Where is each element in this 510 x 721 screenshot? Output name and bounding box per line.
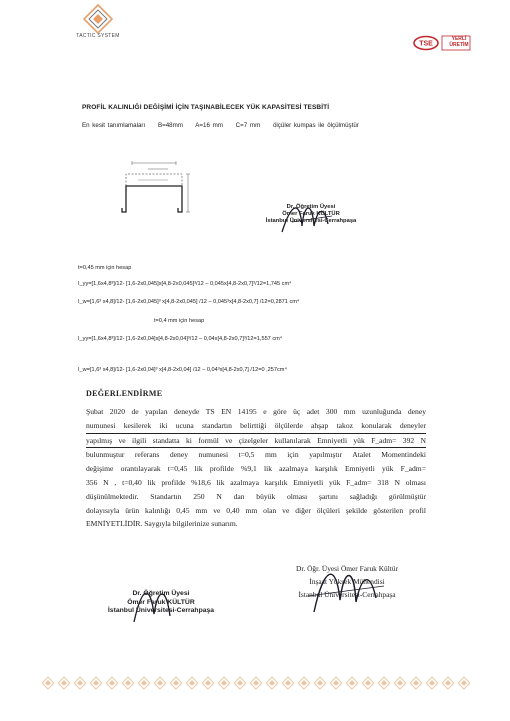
calc-iyy-045: I_yy=[1,6x4,8³]/12- [1,6-2x0,045]x[4,8-2x0,045]³/12 – 0,045x[4,8-2x0,7]³/12=1,745 cm⁴ bbox=[78, 281, 292, 287]
paragraph-line: değişime orantılayarak t=0,45 lik profilde %9,1 lik azalmaya karşılık Emniyetli yük F_adm= bbox=[86, 464, 426, 474]
footer-diamond-inner bbox=[61, 680, 67, 686]
footer-pattern bbox=[40, 676, 470, 690]
footer-diamond-inner bbox=[253, 680, 259, 686]
calc-iw-045: I_w=[1,6³ x4,8]/12- [1,6-2x0,045]³ x[4,8-2x0,045] /12 – 0,045³x[4,8-2x0,7] /12=0,2871 cm⁴ bbox=[78, 299, 300, 305]
logo-caption: TACTIC SYSTEM bbox=[76, 33, 120, 39]
footer-diamond-inner bbox=[285, 680, 291, 686]
signature-block-right bbox=[272, 562, 422, 602]
dims-note: ölçüler kumpas ile ölçülmüştür bbox=[272, 122, 359, 129]
paragraph-line: bulunmuştur referans deney numunesi t=0,5 mm için yapılmıştır Atalet Momentindeki bbox=[86, 450, 426, 460]
signature-name: Dr. Öğr. Üyesi Ömer Faruk Kültür bbox=[295, 564, 399, 573]
footer-diamond-inner bbox=[221, 680, 227, 686]
footer-diamond-inner bbox=[189, 680, 195, 686]
footer-diamond-inner bbox=[141, 680, 147, 686]
calc-t04-heading: t=0,4 mm için hesap bbox=[154, 318, 205, 324]
signature-institution: İstanbul Üniversitesi-Cerrahpaşa bbox=[298, 590, 396, 600]
footer-diamond-inner bbox=[429, 680, 435, 686]
footer-diamond-inner bbox=[413, 680, 419, 686]
dims-c: C=7 mm bbox=[235, 122, 261, 129]
dims-b: B=48mm bbox=[157, 122, 183, 129]
tactic-system-logo bbox=[58, 3, 138, 51]
footer-diamond-inner bbox=[301, 680, 307, 686]
footer-diamond-inner bbox=[77, 680, 83, 686]
paragraph-line: numunesi kesilerek iki ucuna standartın belirttiği ölçülerde ahşap takoz konularak deneyler bbox=[86, 419, 426, 434]
calc-iw-04: I_w=[1,6³ x4,8]/12- [1,6-2x0,04]³ x[4,8-2x0,04] /12 – 0,04³x[4,8-2x0,7] /12=0 ,257cm⁴ bbox=[78, 367, 287, 373]
footer-diamond-inner bbox=[237, 680, 243, 686]
footer-diamond-inner bbox=[445, 680, 451, 686]
document-title: PROFİL KALINLIĞI DEĞİŞİMİ İÇİN TAŞINABİLECEK YÜK KAPASİTESİ TESBİTİ bbox=[82, 104, 330, 111]
footer-diamond-inner bbox=[205, 680, 211, 686]
signature-title: İnşaat Yüksek Mühendisi bbox=[309, 577, 385, 587]
footer-diamond-inner bbox=[93, 680, 99, 686]
evaluation-paragraph bbox=[86, 405, 426, 531]
footer-diamond-inner bbox=[125, 680, 131, 686]
stamp-top-line2: Ömer Faruk KÜLTÜR bbox=[282, 211, 340, 217]
tse-mark: TSE bbox=[419, 40, 433, 48]
paragraph-line: Şubat 2020 de yapılan deneyde TS EN 14195 e göre üç adet 300 mm uzunluğunda deney bbox=[86, 407, 426, 416]
footer-diamond-inner bbox=[333, 680, 339, 686]
profile-cross-section-drawing bbox=[118, 160, 196, 218]
dims-intro: En kesit tanımlamaları bbox=[82, 122, 146, 129]
footer-diamond-inner bbox=[45, 680, 51, 686]
tse-label: YERLİ ÜRETİM bbox=[449, 36, 469, 48]
stamp-bottom bbox=[86, 590, 236, 616]
footer-diamond-inner bbox=[317, 680, 323, 686]
stamp-bottom-line3: İstanbul Üniversitesi-Cerrahpaşa bbox=[107, 607, 215, 615]
paragraph-line: 356 N , t=0,40 lik profilde %18,6 lik azalmaya karşılık Emniyetli yük F_adm= 318 N olması bbox=[86, 477, 426, 487]
dims-a: A=16 mm bbox=[195, 122, 223, 129]
footer-diamond-inner bbox=[157, 680, 163, 686]
footer-diamond-inner bbox=[349, 680, 355, 686]
footer-diamond-inner bbox=[397, 680, 403, 686]
paragraph-line: düşünülmektedir. Standartın 250 N dan büyük olması şartını sağladığı görülmüştür bbox=[86, 491, 426, 501]
paragraph-line: dolayısıyla ürün kalınlığı 0,45 mm ve 0,40 mm olan ve diğer ölçüleri şekilde gösterilen profil bbox=[86, 505, 426, 515]
calc-iyy-04: I_yy=[1,6x4,8³]/12- [1,6-2x0,04]x[4,8-2x0,04]³/12 – 0,04x[4,8-2x0,7]³/12=1,557 cm⁴ bbox=[78, 336, 283, 342]
stamp-bottom-line2: Ömer Faruk KÜLTÜR bbox=[127, 598, 195, 606]
footer-diamond-inner bbox=[173, 680, 179, 686]
stamp-top-line3: İstanbul Üniversitesi-Cerrahpaşa bbox=[265, 218, 357, 224]
stamp-bottom-line1: Dr. Öğretim Üyesi bbox=[132, 590, 190, 597]
dimension-line bbox=[82, 122, 369, 129]
footer-diamond-inner bbox=[381, 680, 387, 686]
stamp-top bbox=[246, 204, 376, 225]
stamp-top-line1: Dr. Öğretim Üyesi bbox=[286, 204, 336, 210]
footer-diamond-inner bbox=[461, 680, 467, 686]
calc-t045-heading: t=0,45 mm için hesap bbox=[78, 265, 132, 271]
paragraph-line: EMNİYETLİDİR. Saygıyla bilgilerinize sunarım. bbox=[86, 519, 238, 529]
footer-diamond-inner bbox=[365, 680, 371, 686]
footer-diamond-inner bbox=[269, 680, 275, 686]
footer-diamond-inner bbox=[109, 680, 115, 686]
section-title: DEĞERLENDİRME bbox=[86, 389, 163, 398]
paragraph-line: yapılmış ve ilgili standatta ki formül ve çizelgeler kullanılarak Emniyetli yük F_adm= 392 N bbox=[86, 434, 426, 449]
